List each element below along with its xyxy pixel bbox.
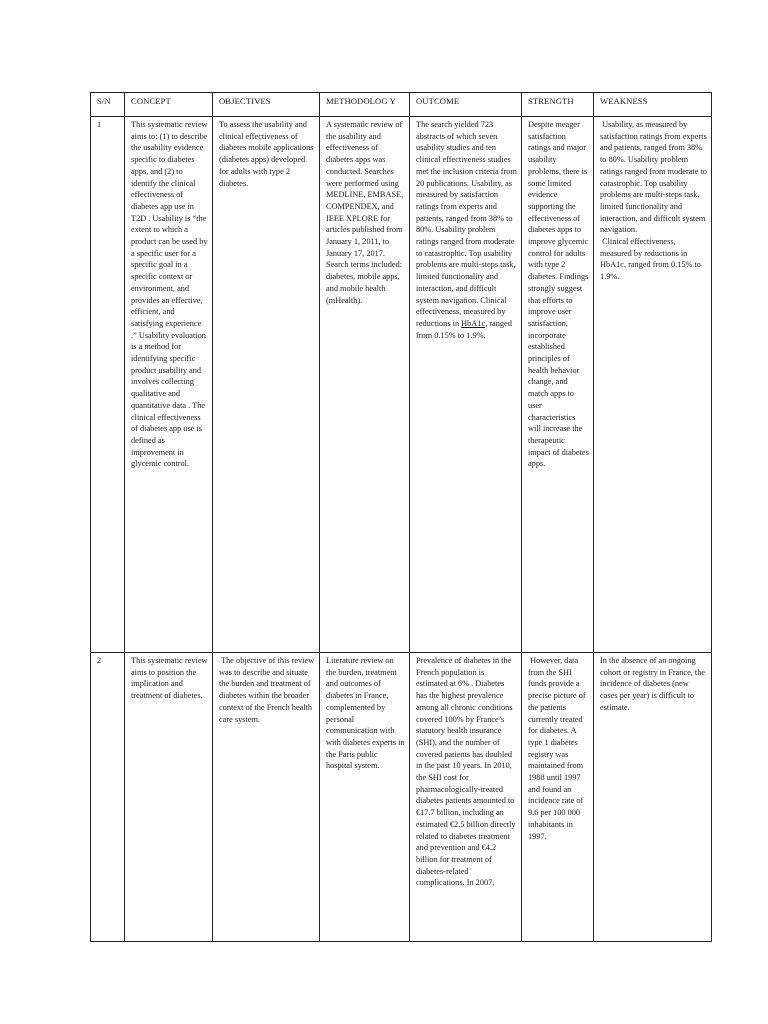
header-concept: CONCEPT xyxy=(125,93,213,117)
table-header-row xyxy=(91,93,712,117)
header-outcome: OUTCOME xyxy=(410,93,522,117)
cell-sn: 2 xyxy=(91,653,125,942)
cell-strength: However, data from the SHI funds provide a precise picture of the patients currently treated for diabetes. A type 1 diabetes registry was maintained from 1988 until 1997 and found an incidence rate of 9.6 per 100 000 inhabitants in 1997. xyxy=(522,653,594,942)
outcome-text-b: , ranged from 0.15% to 1.9%. xyxy=(416,318,514,340)
header-objectives: OBJECTIVES xyxy=(213,93,320,117)
cell-objectives: The objective of this review was to describe and situate the burden and treatment of diabetes within the broader context of the French health care system. xyxy=(213,653,320,942)
cell-weakness: In the absence of an ongoing cohort or registry in France, the incidence of diabetes (new cases per year) is difficult to estimate. xyxy=(594,653,712,942)
review-table xyxy=(90,92,712,942)
cell-strength: Despite meager satisfaction ratings and major usability problems, there is some limited evidence supporting the effectiveness of diabetes apps to improve glycemic control for adults with type 2 diabetes. Findings strongly suggest that efforts to improve user satisfaction, incorporate established principles of health behavior change, and match apps to user characteristics will increase the therapeutic impact of diabetes apps. xyxy=(522,117,594,653)
header-weakness: WEAKNESS xyxy=(594,93,712,117)
outcome-text-a: The search yielded 723 abstracts of which seven usability studies and ten clinical effectiveness studies met the inclusion criteria from 20 publications. Usability, as measured by satisfaction ratings from experts and patients, ranged from 38% to 80%. Usability problem ratings ranged from moderate to catastrophic. Top usability problems are multi-steps task, limited functionality and interaction, and difficult system navigation. Clinical effectiveness, measured by reductions in xyxy=(416,120,519,328)
cell-concept: This systematic review aims to position the implication and treatment of diabetes. xyxy=(125,653,213,942)
cell-sn: 1 xyxy=(91,117,125,653)
cell-outcome xyxy=(410,117,522,653)
outcome-hba1c-link[interactable]: HbA1c xyxy=(461,318,486,328)
header-methodology: METHODOLOG Y xyxy=(320,93,410,117)
header-sn: S/N xyxy=(91,93,125,117)
cell-concept: This systematic review aims to: (1) to describe the usability evidence specific to diabetes apps, and (2) to identify the clinical effectiveness of diabetes app use in T2D . Usability is “the extent to which a product can be used by a specific user for a specific goal in a specific context or environment, and provides an effective, efficient, and satisfying experience .” Usability evaluation is a method for identifying specific product usability and involves collecting qualitative and quantitative data . The clinical effectiveness of diabetes app use is defined as improvement in glycemic control. xyxy=(125,117,213,653)
table-row xyxy=(91,117,712,653)
cell-methodology: Literature review on the burden, treatment and outcomes of diabetes in France, complemented by personal communication with with diabetes experts in the Paris public hospital system. xyxy=(320,653,410,942)
cell-objectives: To assess the usability and clinical effectiveness of diabetes mobile applications (diabetes apps) developed for adults with type 2 diabetes. xyxy=(213,117,320,653)
header-strength: STRENGTH xyxy=(522,93,594,117)
table-row xyxy=(91,653,712,942)
cell-methodology: A systematic review of the usability and effectiveness of diabetes apps was conducted. Searches were performed using MEDLINE, EMBASE, COMPENDEX, and IEEE XPLORE for articles published from January 1, 2011, to January 17, 2017. Search terms included: diabetes, mobile apps, and mobile health (mHealth). xyxy=(320,117,410,653)
cell-outcome: Prevalence of diabetes in the French population is estimated at 6% . Diabetes has the highest prevalence among all chronic conditions covered 100% by France’s statutory health insurance (SHI), and the number of covered patients has doubled in the past 10 years. In 2010, the SHI cost for pharmacologically-treated diabetes patients amounted to €17.7 billion, including an estimated €2.5 billion directly related to diabetes treatment and prevention and €4.2 billion for treatment of diabetes-related complications. In 2007, xyxy=(410,653,522,942)
cell-weakness: Usability, as measured by satisfaction ratings from experts and patients, ranged from 38% to 80%. Usability problem ratings ranged from moderate to catastrophic. Top usability problems are multi-steps task, limited functionality and interaction, and difficult system navigation. Clinical effectiveness, measured by reductions in HbA1c, ranged from 0.15% to 1.9%. xyxy=(594,117,712,653)
